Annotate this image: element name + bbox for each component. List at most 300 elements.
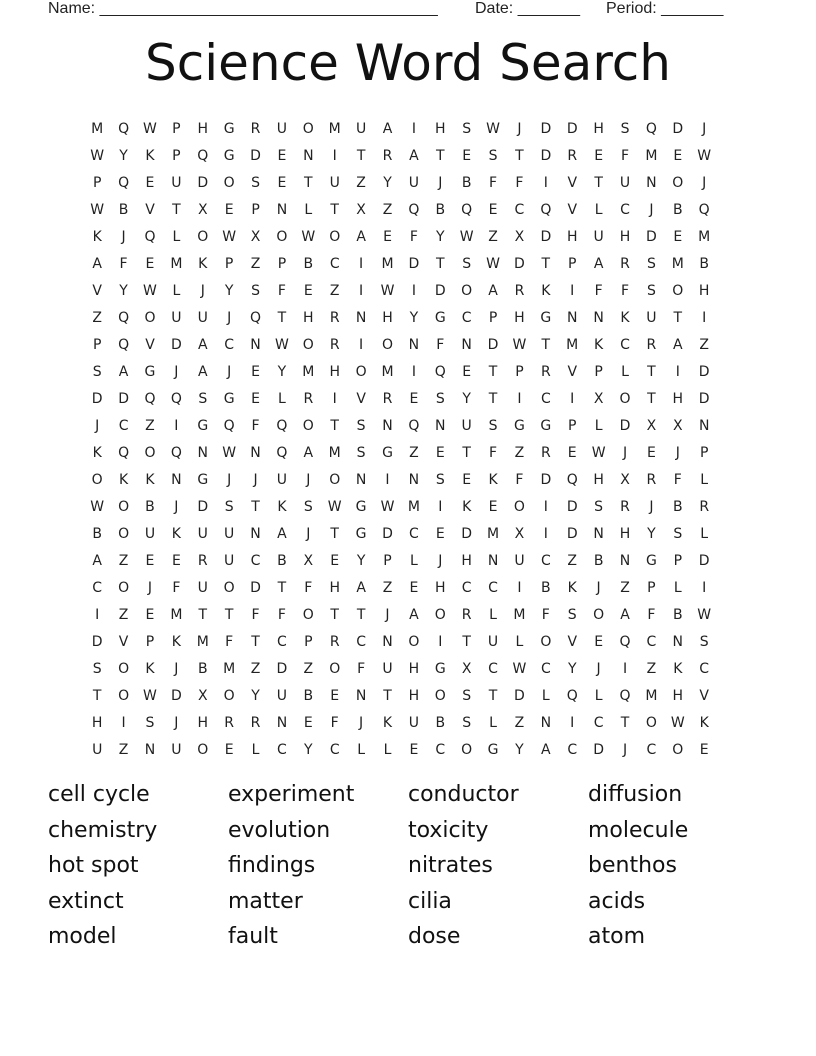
word-bank-item: conductor [408, 782, 519, 807]
grid-letter: S [435, 390, 445, 407]
grid-letter: H [593, 471, 604, 488]
grid-letter: R [329, 633, 340, 650]
grid-letter: B [435, 714, 446, 731]
grid-letter: D [118, 390, 129, 407]
grid-letter: B [118, 201, 129, 218]
grid-letter: W [486, 255, 500, 272]
grid-letter: G [355, 525, 367, 542]
grid-letter: T [488, 390, 498, 407]
grid-letter: E [409, 390, 419, 407]
grid-letter: J [675, 444, 680, 461]
grid-letter: L [541, 687, 550, 704]
grid-letter: E [462, 471, 472, 488]
grid-letter: S [594, 498, 604, 515]
grid-letter: C [277, 633, 287, 650]
grid-letter: G [223, 390, 235, 407]
grid-letter: P [568, 255, 577, 272]
grid-letter: J [649, 201, 654, 218]
grid-letter: K [92, 228, 102, 245]
grid-letter: W [697, 147, 712, 164]
grid-letter: A [409, 147, 419, 164]
grid-letter: Y [356, 552, 366, 569]
grid-letter: F [620, 282, 630, 299]
grid-letter: L [409, 552, 418, 569]
grid-letter: S [435, 471, 445, 488]
grid-letter: O [461, 282, 473, 299]
grid-letter: T [224, 606, 234, 623]
grid-letter: W [143, 687, 157, 704]
word-bank-item: molecule [588, 817, 689, 843]
grid-letter: P [515, 363, 524, 380]
grid-letter: C [514, 201, 525, 218]
grid-letter: G [197, 417, 209, 434]
grid-letter: D [170, 687, 182, 704]
grid-letter: Z [250, 255, 261, 272]
grid-row [84, 655, 744, 682]
grid-letter: K [620, 309, 630, 326]
grid-letter: K [118, 471, 129, 488]
grid-letter: Y [119, 282, 128, 299]
grid-letter: K [277, 498, 287, 515]
grid-letter: F [541, 606, 550, 623]
grid-letter: D [382, 525, 393, 542]
grid-letter: E [330, 687, 340, 704]
grid-letter: Q [144, 228, 156, 245]
grid-letter: Q [645, 120, 657, 137]
grid-letter: J [517, 120, 522, 137]
grid-letter: K [145, 147, 155, 164]
grid-letter: P [594, 363, 603, 380]
grid-letter: C [646, 633, 657, 650]
grid-letter: K [541, 282, 551, 299]
grid-letter: L [251, 741, 260, 758]
grid-letter: O [329, 471, 341, 488]
grid-letter: M [328, 444, 341, 461]
grid-letter: X [514, 525, 525, 542]
grid-letter: I [570, 390, 575, 407]
grid-letter: W [275, 336, 289, 353]
grid-row [84, 142, 744, 169]
grid-letter: S [646, 255, 656, 272]
grid-letter: Q [118, 444, 130, 461]
grid-letter: G [223, 147, 235, 164]
grid-letter: L [621, 363, 629, 380]
grid-letter: L [489, 606, 497, 623]
word-bank-item: cilia [408, 888, 452, 914]
grid-letter: D [540, 471, 552, 488]
grid-letter: H [514, 309, 525, 326]
grid-letter: I [438, 633, 443, 650]
grid-letter: T [304, 174, 313, 191]
grid-letter: C [488, 579, 498, 596]
grid-letter: U [329, 174, 340, 191]
grid-letter: W [327, 498, 342, 515]
word-bank-item: extinct [48, 888, 124, 914]
grid-letter: U [171, 741, 182, 758]
grid-letter: O [540, 633, 552, 650]
grid-letter: N [487, 552, 499, 569]
grid-letter: S [198, 390, 208, 407]
grid-letter: X [250, 228, 261, 245]
grid-letter: W [90, 147, 105, 164]
grid-letter: S [92, 363, 102, 380]
grid-letter: E [145, 606, 155, 623]
grid-letter: B [277, 552, 287, 569]
grid-letter: L [172, 228, 181, 245]
grid-letter: M [91, 120, 104, 137]
grid-letter: B [435, 201, 446, 218]
grid-letter: O [513, 498, 525, 515]
grid-row [84, 196, 744, 223]
word-bank-item: experiment [228, 782, 355, 807]
grid-letter: N [144, 741, 156, 758]
page-title: Science Word Search [145, 34, 671, 92]
grid-letter: J [174, 660, 179, 677]
grid-letter: P [383, 552, 392, 569]
grid-letter: Q [698, 201, 710, 218]
grid-letter: S [224, 498, 234, 515]
grid-letter: E [409, 579, 419, 596]
grid-letter: I [543, 174, 548, 191]
grid-letter: S [699, 633, 709, 650]
grid-letter: N [171, 471, 182, 488]
grid-letter: H [566, 228, 578, 245]
grid-letter: K [382, 714, 393, 731]
grid-letter: H [303, 309, 314, 326]
grid-letter: S [92, 660, 102, 677]
grid-letter: N [382, 417, 393, 434]
grid-letter: W [222, 228, 237, 245]
grid-letter: O [461, 741, 473, 758]
grid-letter: Q [566, 471, 578, 488]
grid-letter: Q [619, 687, 631, 704]
grid-letter: E [673, 147, 683, 164]
grid-letter: R [250, 714, 261, 731]
grid-letter: O [302, 417, 314, 434]
grid-letter: Z [329, 282, 340, 299]
grid-letter: G [540, 309, 552, 326]
grid-letter: Z [118, 741, 129, 758]
grid-letter: H [408, 660, 420, 677]
grid-letter: M [566, 336, 579, 353]
grid-letter: E [567, 444, 577, 461]
grid-letter: L [515, 633, 524, 650]
grid-letter: Q [434, 363, 446, 380]
grid-letter: O [144, 309, 156, 326]
grid-letter: O [619, 390, 631, 407]
grid-letter: F [304, 579, 313, 596]
grid-letter: T [198, 606, 208, 623]
grid-row [84, 412, 744, 439]
word-bank-item: acids [588, 888, 646, 914]
grid-letter: Q [144, 390, 156, 407]
student-info-header [48, 0, 748, 22]
grid-letter: U [276, 120, 288, 137]
grid-letter: F [673, 471, 682, 488]
grid-letter: O [302, 336, 314, 353]
grid-letter: N [698, 417, 710, 434]
grid-letter: Z [145, 417, 155, 434]
grid-letter: W [459, 228, 474, 245]
grid-letter: Y [304, 741, 313, 758]
grid-letter: O [672, 741, 684, 758]
grid-letter: Q [170, 390, 182, 407]
grid-letter: X [461, 660, 472, 677]
grid-letter: V [567, 201, 578, 218]
grid-letter: R [382, 147, 393, 164]
grid-letter: W [380, 498, 395, 515]
grid-letter: A [620, 606, 630, 623]
grid-letter: T [647, 363, 656, 380]
grid-letter: Y [409, 309, 419, 326]
grid-row [84, 385, 744, 412]
grid-letter: R [540, 363, 551, 380]
grid-letter: I [543, 498, 548, 515]
grid-letter: C [224, 336, 235, 353]
grid-letter: C [540, 660, 551, 677]
grid-letter: E [383, 228, 392, 245]
grid-letter: H [197, 714, 209, 731]
grid-letter: C [461, 309, 472, 326]
grid-letter: A [92, 552, 102, 569]
grid-letter: U [171, 309, 182, 326]
grid-letter: E [462, 363, 472, 380]
grid-letter: G [434, 660, 446, 677]
grid-letter: Z [92, 309, 102, 326]
grid-letter: U [408, 174, 419, 191]
grid-letter: B [699, 255, 709, 272]
grid-letter: O [118, 660, 130, 677]
grid-letter: O [302, 606, 314, 623]
grid-letter: T [541, 255, 551, 272]
grid-letter: G [144, 363, 156, 380]
grid-letter: D [698, 363, 710, 380]
grid-row [84, 358, 744, 385]
grid-letter: O [118, 687, 130, 704]
grid-letter: T [92, 687, 102, 704]
grid-letter: M [381, 363, 394, 380]
word-bank-item: chemistry [48, 817, 158, 843]
grid-letter: O [593, 606, 605, 623]
grid-letter: A [303, 444, 314, 461]
grid-letter: D [434, 282, 446, 299]
grid-letter: P [673, 552, 683, 569]
grid-letter: U [514, 552, 525, 569]
grid-letter: C [461, 579, 472, 596]
grid-letter: X [303, 552, 314, 569]
grid-letter: F [594, 282, 603, 299]
grid-letter: A [118, 363, 129, 380]
grid-letter: M [381, 255, 394, 272]
grid-letter: T [251, 498, 260, 515]
grid-letter: K [145, 471, 155, 488]
grid-letter: C [620, 201, 630, 218]
grid-row [84, 574, 744, 601]
grid-letter: K [488, 471, 498, 488]
grid-letter: U [355, 120, 367, 137]
grid-letter: P [92, 174, 102, 191]
grid-letter: B [92, 525, 102, 542]
grid-letter: J [227, 363, 232, 380]
grid-letter: N [355, 687, 367, 704]
grid-letter: P [251, 201, 260, 218]
grid-letter: J [174, 714, 179, 731]
grid-letter: W [512, 660, 527, 677]
grid-letter: N [461, 336, 472, 353]
grid-letter: H [619, 525, 631, 542]
grid-letter: E [488, 201, 498, 218]
grid-letter: G [223, 120, 235, 137]
grid-letter: Q [276, 417, 288, 434]
word-bank-item: dose [408, 924, 461, 949]
grid-letter: M [196, 633, 209, 650]
grid-letter: N [646, 174, 657, 191]
grid-letter: E [224, 741, 234, 758]
grid-letter: D [461, 525, 473, 542]
grid-letter: N [435, 417, 446, 434]
grid-letter: R [646, 471, 657, 488]
grid-letter: A [593, 255, 604, 272]
grid-letter: O [118, 525, 130, 542]
grid-letter: J [596, 579, 601, 596]
grid-letter: N [540, 714, 552, 731]
grid-letter: B [303, 687, 314, 704]
grid-letter: C [540, 552, 551, 569]
grid-letter: H [593, 120, 604, 137]
grid-letter: Y [647, 525, 656, 542]
grid-letter: T [488, 363, 498, 380]
grid-letter: X [197, 687, 208, 704]
grid-letter: O [223, 687, 235, 704]
grid-letter: V [145, 336, 155, 353]
grid-letter: V [145, 201, 155, 218]
grid-letter: R [514, 282, 525, 299]
grid-letter: W [301, 228, 316, 245]
grid-letter: U [224, 552, 235, 569]
grid-row [84, 304, 744, 331]
grid-letter: K [699, 714, 709, 731]
grid-letter: H [672, 390, 684, 407]
grid-letter: H [698, 282, 710, 299]
grid-letter: L [594, 417, 603, 434]
word-bank-item: atom [588, 924, 645, 949]
grid-letter: E [277, 174, 287, 191]
grid-letter: O [197, 741, 209, 758]
grid-letter: X [672, 417, 683, 434]
grid-letter: W [380, 282, 395, 299]
grid-letter: C [435, 741, 446, 758]
grid-letter: F [357, 660, 366, 677]
grid-letter: F [225, 633, 234, 650]
grid-letter: S [356, 444, 366, 461]
grid-letter: T [435, 255, 445, 272]
grid-letter: S [488, 147, 498, 164]
grid-letter: R [197, 552, 208, 569]
grid-letter: Z [699, 336, 709, 353]
grid-letter: Q [566, 687, 578, 704]
grid-letter: O [645, 714, 657, 731]
grid-letter: Q [118, 309, 130, 326]
grid-letter: O [672, 174, 684, 191]
grid-letter: I [702, 579, 707, 596]
grid-letter: D [197, 498, 209, 515]
grid-letter: Q [276, 444, 288, 461]
grid-letter: I [517, 579, 522, 596]
grid-row [84, 439, 744, 466]
grid-letter: J [385, 606, 390, 623]
grid-letter: X [646, 417, 657, 434]
grid-row [84, 223, 744, 250]
grid-letter: Q [408, 201, 420, 218]
grid-letter: R [461, 606, 472, 623]
grid-letter: C [329, 741, 340, 758]
grid-letter: F [515, 174, 524, 191]
grid-letter: I [675, 363, 680, 380]
grid-letter: D [276, 660, 288, 677]
grid-letter: R [620, 255, 630, 272]
grid-letter: S [462, 714, 472, 731]
grid-letter: S [646, 282, 656, 299]
letter-grid [84, 115, 744, 763]
grid-letter: Z [514, 714, 525, 731]
grid-letter: P [488, 309, 498, 326]
grid-letter: O [197, 228, 209, 245]
grid-letter: M [513, 606, 526, 623]
grid-letter: I [332, 147, 337, 164]
grid-letter: D [698, 390, 710, 407]
grid-letter: A [356, 579, 366, 596]
grid-letter: P [277, 255, 287, 272]
grid-letter: K [462, 498, 472, 515]
grid-letter: D [566, 120, 578, 137]
grid-letter: Q [408, 417, 420, 434]
grid-letter: N [250, 444, 261, 461]
grid-letter: X [620, 471, 630, 488]
grid-letter: C [408, 525, 419, 542]
grid-letter: E [699, 741, 709, 758]
grid-row [84, 682, 744, 709]
grid-letter: E [594, 633, 604, 650]
grid-letter: U [92, 741, 103, 758]
grid-letter: U [382, 660, 393, 677]
grid-letter: E [145, 174, 155, 191]
grid-letter: Q [118, 120, 130, 137]
grid-letter: G [197, 471, 209, 488]
grid-letter: W [90, 498, 105, 515]
grid-letter: V [118, 633, 129, 650]
grid-letter: O [672, 282, 684, 299]
grid-letter: U [646, 309, 657, 326]
grid-letter: J [359, 714, 364, 731]
grid-letter: P [145, 633, 155, 650]
grid-letter: J [649, 498, 654, 515]
grid-letter: R [329, 309, 340, 326]
grid-letter: S [251, 282, 260, 299]
grid-letter: N [355, 309, 367, 326]
grid-letter: Z [118, 552, 129, 569]
grid-letter: D [250, 579, 261, 596]
grid-letter: I [359, 336, 364, 353]
grid-letter: B [541, 579, 551, 596]
grid-letter: N [197, 444, 208, 461]
grid-letter: R [224, 714, 235, 731]
grid-letter: B [672, 498, 683, 515]
grid-letter: E [462, 147, 472, 164]
grid-letter: B [197, 660, 208, 677]
grid-letter: K [673, 660, 683, 677]
grid-letter: I [95, 606, 100, 623]
grid-letter: Y [435, 228, 445, 245]
